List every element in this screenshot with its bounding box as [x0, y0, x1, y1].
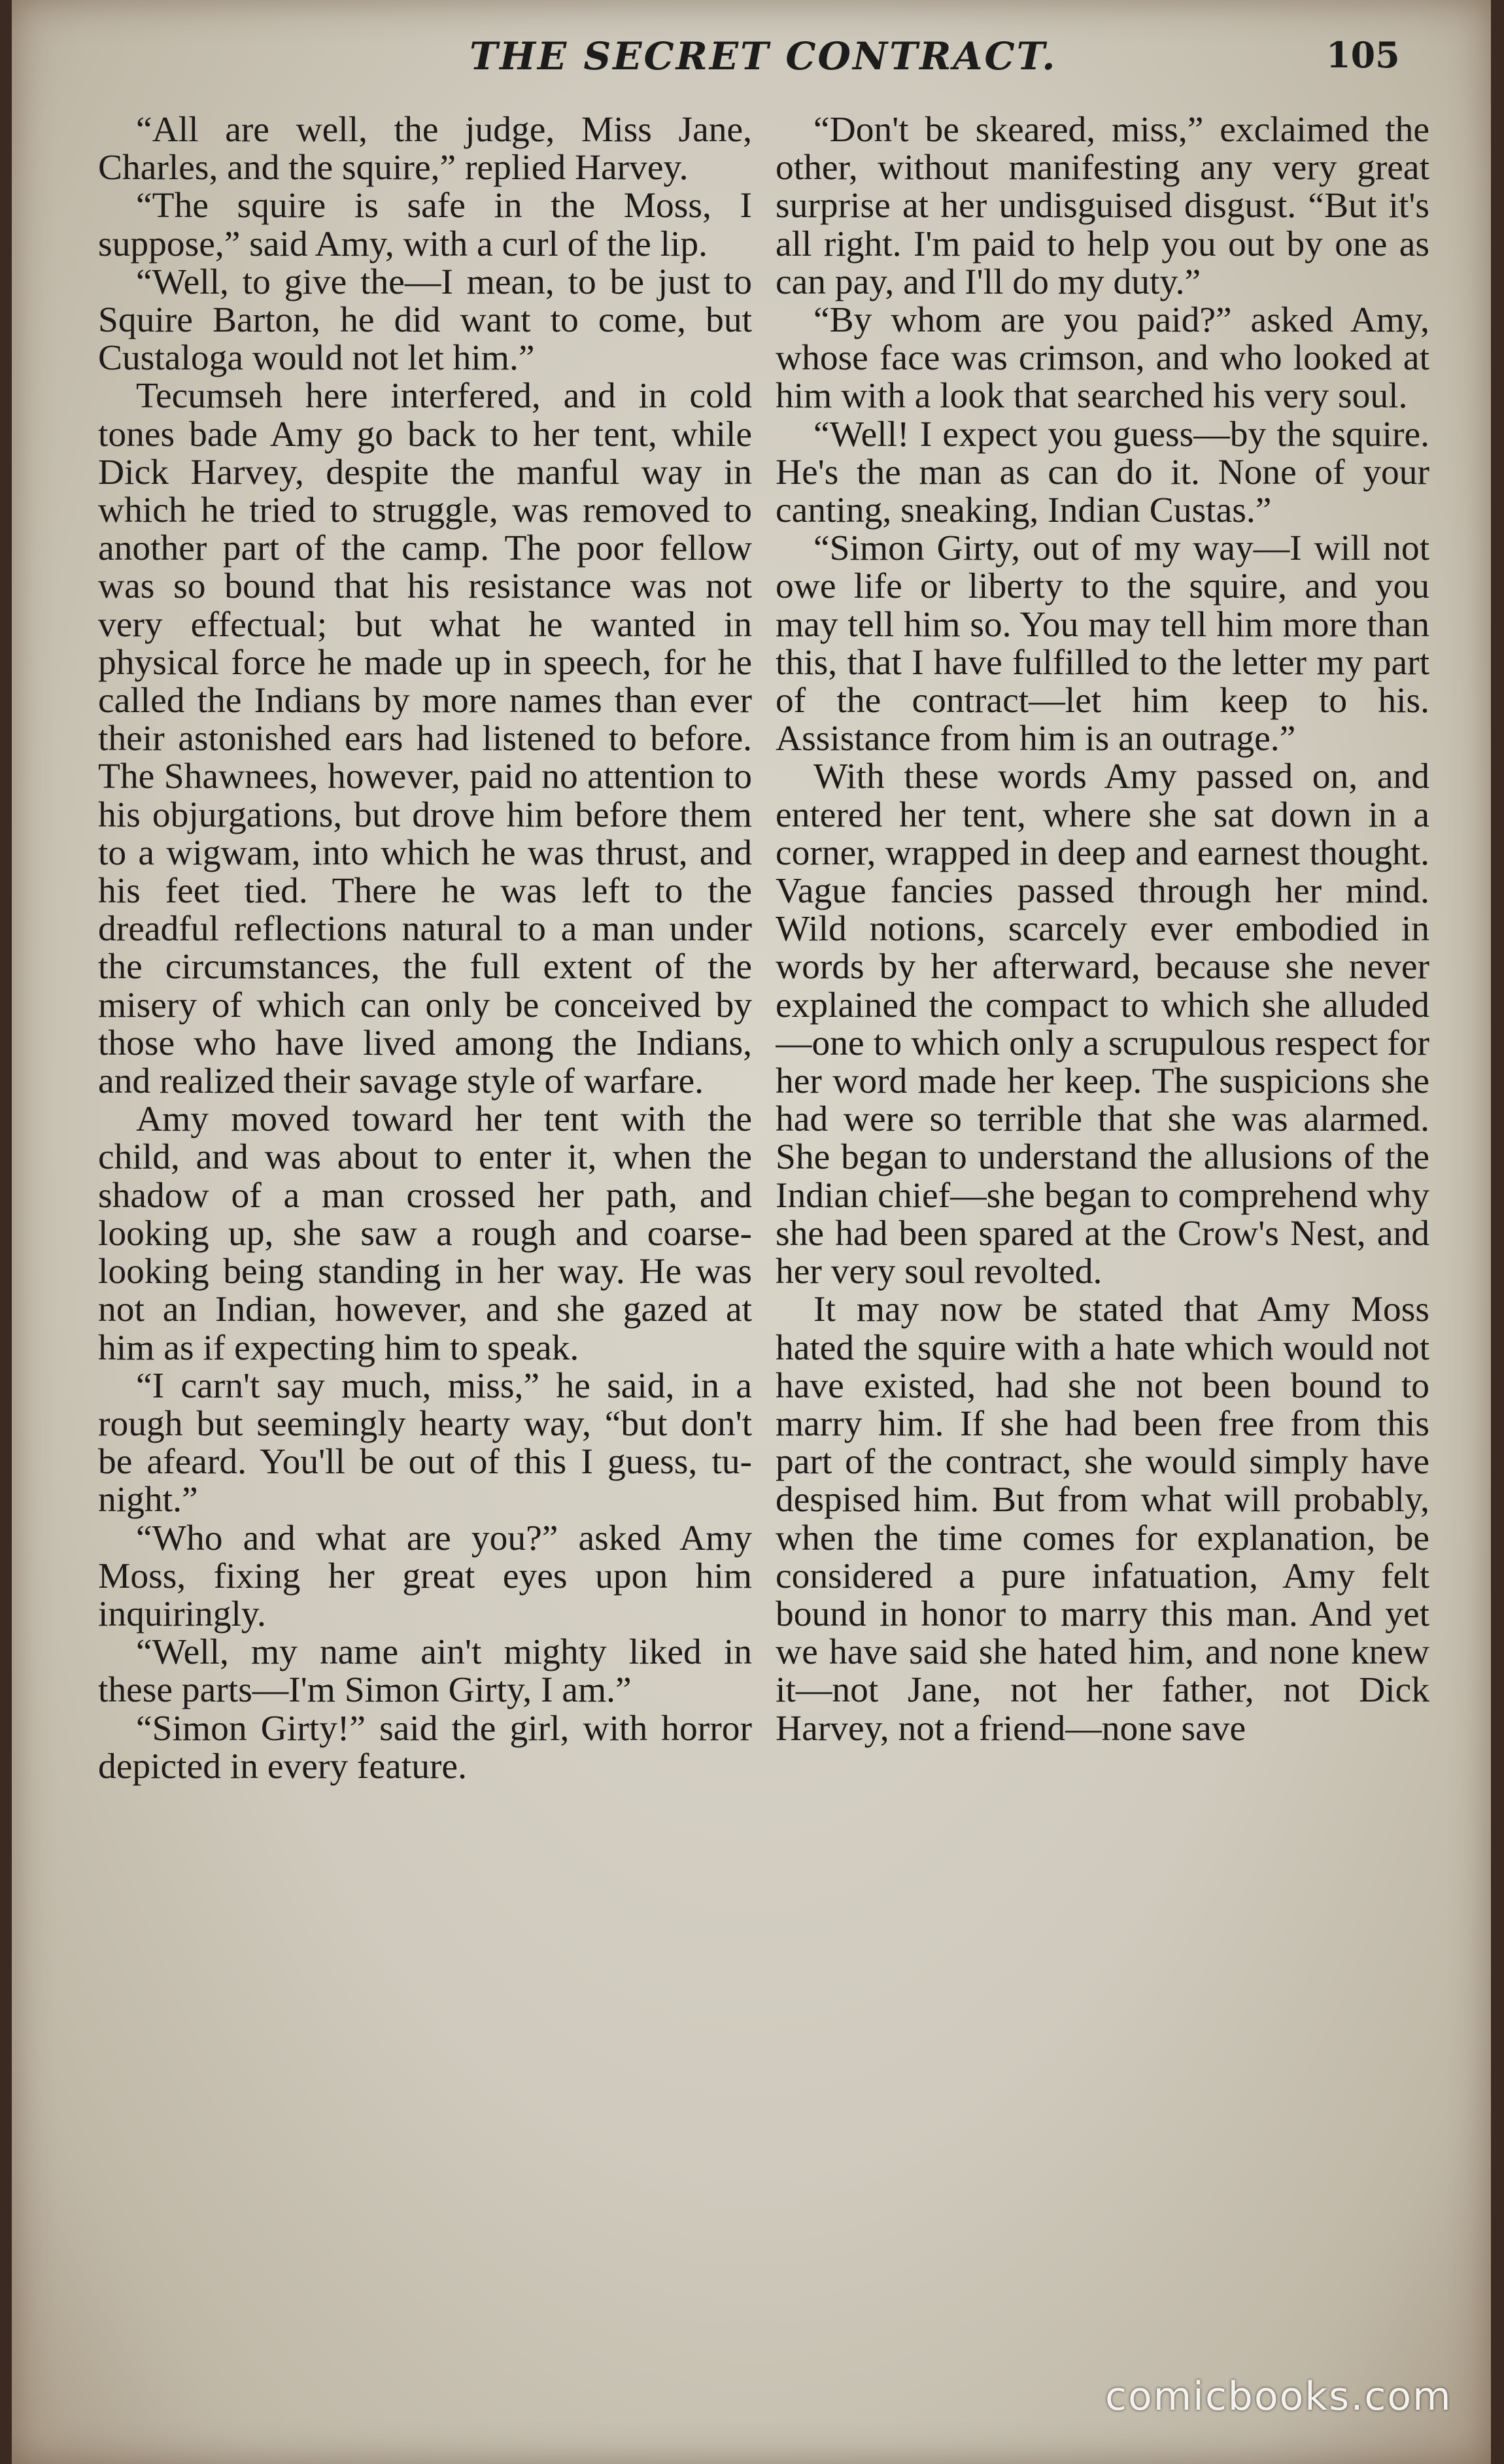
paragraph: “Well! I expect you guess—by the squire. He's the man as can do it. None of your canting, sneaking, Indian Custas.”: [776, 414, 1429, 531]
left-text-column: [98, 111, 752, 2295]
site-watermark: comicbooks.com: [1105, 2374, 1452, 2420]
paragraph: “Simon Girty, out of my way—I will not owe life or liberty to the squire, and you may tell him so. You may tell him more than this, that I have fulfilled to the letter my part of the contract—let him keep to his. Assistance from him is an outrage.”: [776, 528, 1429, 759]
paragraph: “The squire is safe in the Moss, I suppose,” said Amy, with a curl of the lip.: [98, 186, 752, 264]
paragraph: “Well, to give the—I mean, to be just to Squire Barton, he did want to come, but Custaloga would not let him.”: [98, 262, 752, 379]
paragraph: “I carn't say much, miss,” he said, in a rough but seemingly hearty way, “but don't be afeard. You'll be out of this I guess, tu-night.”: [98, 1365, 752, 1520]
paragraph: “Who and what are you?” asked Amy Moss, fixing her great eyes upon him inquiringly.: [98, 1518, 752, 1634]
running-title: THE SECRET CONTRACT.: [470, 34, 1057, 78]
paragraph: “Well, my name ain't mighty liked in these parts—I'm Simon Girty, I am.”: [98, 1632, 752, 1711]
paragraph: “All are well, the judge, Miss Jane, Charles, and the squire,” replied Harvey.: [98, 111, 752, 188]
page-header: [12, 26, 1491, 98]
paragraph: “Simon Girty!” said the girl, with horror depicted in every feature.: [98, 1708, 752, 1787]
paragraph: Amy moved toward her tent with the child, and was about to enter it, when the shadow of a man crossed her path, and looking up, she saw a rough and coarse-looking being standing in her way. He was not an Indian, however, and she gazed at him as if expecting him to speak.: [98, 1099, 752, 1368]
page-number: 105: [1326, 34, 1400, 76]
paragraph: It may now be stated that Amy Moss hated the squire with a hate which would not have existed, had she not been bound to marry him. If she had been free from this part of the contract, she would simply have despised him. But from what will probably, when the time comes for explanation, be considered a pure infatuation, Amy felt bound in honor to marry this man. And yet we have said she hated him, and none knew it—not Jane, not her father, not Dick Harvey, not a friend—none save: [776, 1290, 1429, 1749]
magazine-page: [12, 0, 1491, 2464]
paragraph: With these words Amy passed on, and entered her tent, where she sat down in a corner, wrapped in deep and earnest thought. Vague fancies passed through her mind. Wild notions, scarcely ever embodied in words by her afterward, because she never explained the compact to which she alluded—one to which only a scrupulous respect for her word made her keep. The suspicions she had were so terrible that she was alarmed. She began to understand the allusions of the Indian chief—she began to comprehend why she had been spared at the Crow's Nest, and her very soul revolted.: [776, 757, 1429, 1292]
paragraph: “By whom are you paid?” asked Amy, whose face was crimson, and who looked at him with a look that searched his very soul.: [776, 300, 1429, 417]
paragraph: “Don't be skeared, miss,” exclaimed the other, without manifesting any very great surprise at her undisguised disgust. “But it's all right. I'm paid to help you out by one as can pay, and I'll do my duty.”: [776, 111, 1429, 302]
right-text-column: [776, 111, 1429, 2295]
paragraph: Tecumseh here interfered, and in cold tones bade Amy go back to her tent, while Dick Harvey, despite the manful way in which he tried to struggle, was removed to another part of the camp. The poor fellow was so bound that his resistance was not very effectual; but what he wanted in physical force he made up in speech, for he called the Indians by more names than ever their astonished ears had listened to before. The Shawnees, however, paid no attention to his objurgations, but drove him before them to a wigwam, into which he was thrust, and his feet tied. There he was left to the dreadful reflections natural to a man under the circumstances, the full extent of the misery of which can only be conceived by those who have lived among the Indians, and realized their savage style of warfare.: [98, 376, 752, 1102]
